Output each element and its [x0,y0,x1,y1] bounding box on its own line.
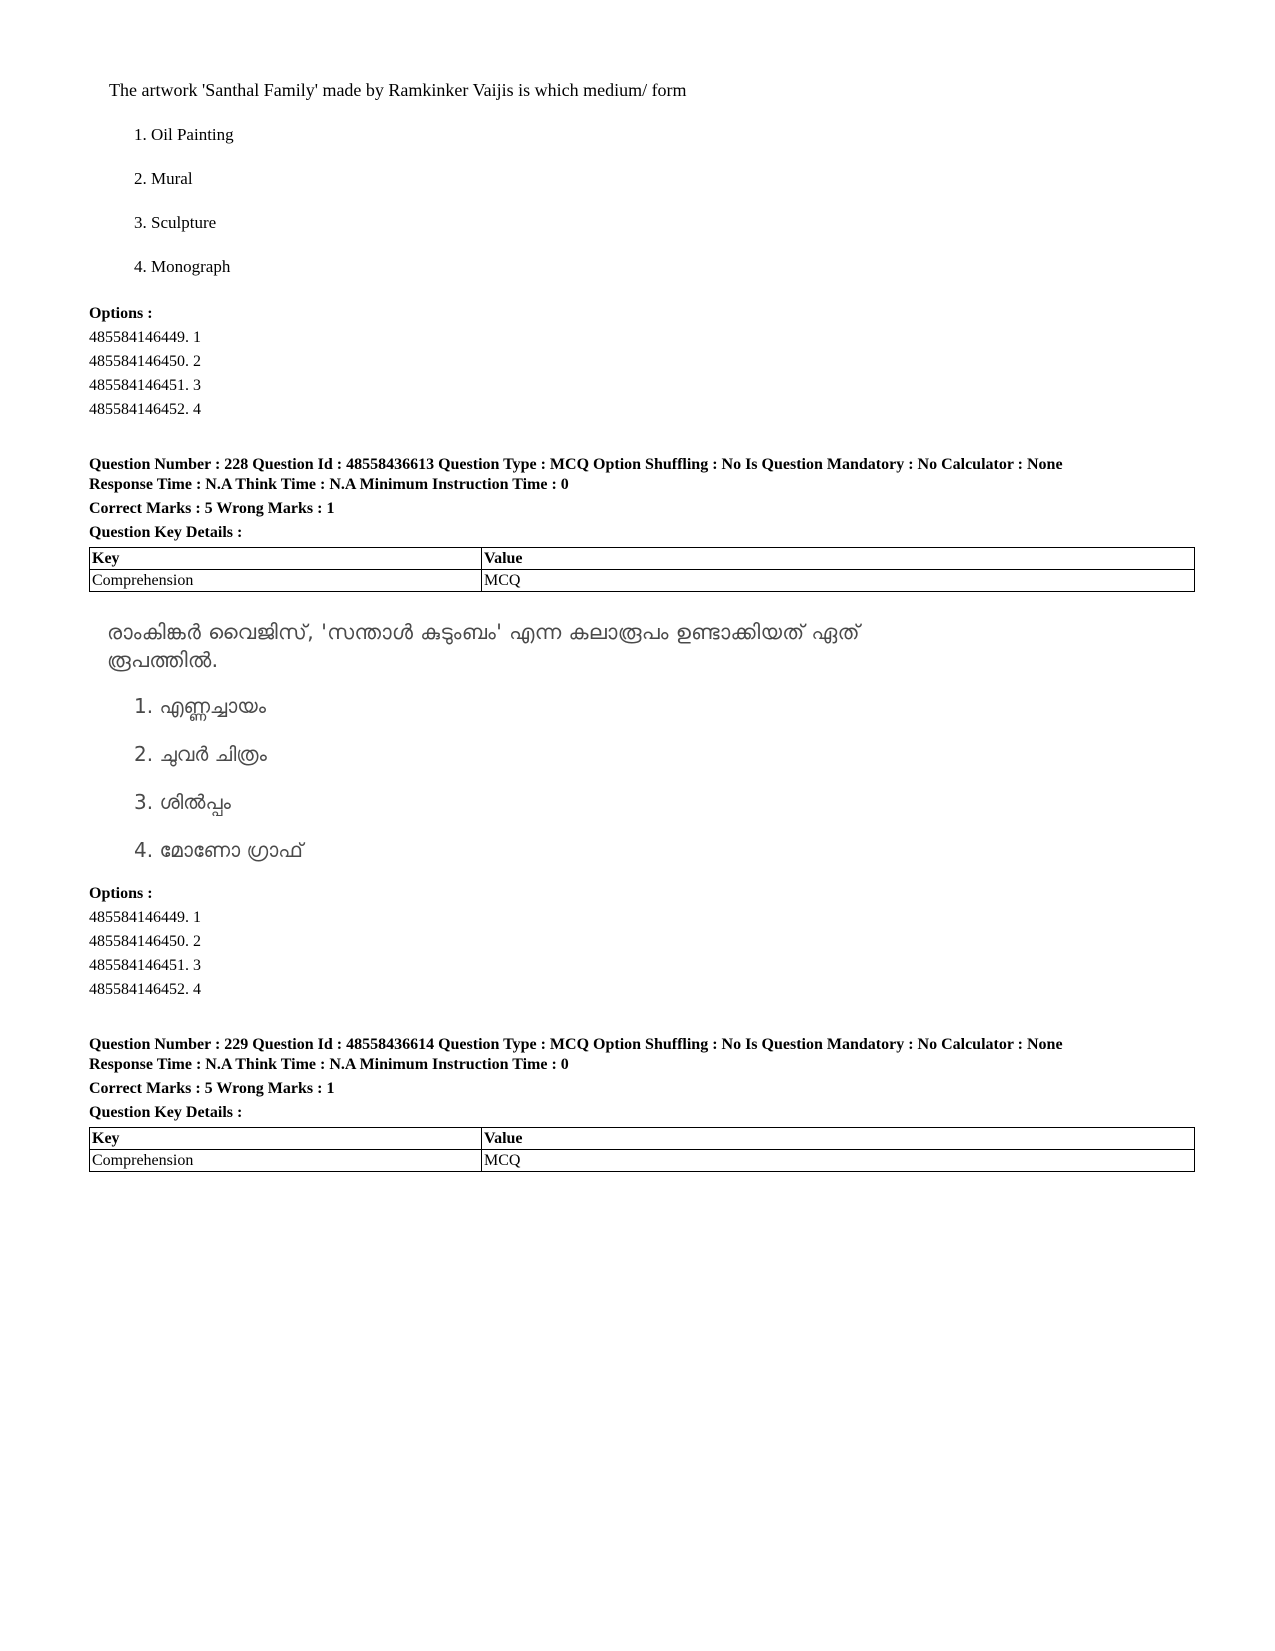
option-id-3: 485584146451. 3 [89,957,201,974]
question-meta-line-1: Question Number : 228 Question Id : 48558436613 Question Type : MCQ Option Shuffling : No Is Question Mandatory : No Calculator : None [89,456,1063,473]
question-marks: Correct Marks : 5 Wrong Marks : 1 [89,500,335,517]
question-marks: Correct Marks : 5 Wrong Marks : 1 [89,1080,335,1097]
table-header-value: Value [482,1128,1195,1150]
question-meta-line-2: Response Time : N.A Think Time : N.A Minimum Instruction Time : 0 [89,1056,569,1073]
question-image-option-2: 2. ചുവർ ചിത്രം [134,742,267,766]
options-label: Options : [89,885,153,902]
option-id-2: 485584146450. 2 [89,933,201,950]
question-key-table [89,1127,1195,1172]
question-image-text-line-2: രൂപത്തിൽ. [107,648,219,672]
options-label: Options : [89,305,153,322]
question-image-option-1: 1. എണ്ണച്ചായം [134,694,267,718]
question-image-option-4: 4. മോണോ ഗ്രാഫ് [134,838,303,862]
question-meta-line-2: Response Time : N.A Think Time : N.A Minimum Instruction Time : 0 [89,476,569,493]
question-image-option-1: 1. Oil Painting [134,125,234,144]
option-id-1: 485584146449. 1 [89,329,201,346]
table-row [90,570,1195,592]
question-meta-line-1: Question Number : 229 Question Id : 48558436614 Question Type : MCQ Option Shuffling : No Is Question Mandatory : No Calculator : None [89,1036,1063,1053]
question-image-option-3: 3. ശിൽപ്പം [134,790,231,814]
table-cell-key: Comprehension [90,1150,482,1172]
table-header-key: Key [90,548,482,570]
table-cell-key: Comprehension [90,570,482,592]
table-header-row [90,1128,1195,1150]
table-header-value: Value [482,548,1195,570]
question-key-table [89,547,1195,592]
table-row [90,1150,1195,1172]
question-image-text: The artwork 'Santhal Family' made by Ramkinker Vaijis is which medium/ form [109,80,687,100]
table-cell-value: MCQ [482,570,1195,592]
question-image-option-2: 2. Mural [134,169,193,188]
option-id-2: 485584146450. 2 [89,353,201,370]
question-key-details-label: Question Key Details : [89,524,243,541]
table-header-row [90,548,1195,570]
option-id-4: 485584146452. 4 [89,401,201,418]
option-id-3: 485584146451. 3 [89,377,201,394]
question-image-option-3: 3. Sculpture [134,213,217,232]
question-image-text-line-1: രാംകിങ്കർ വൈജിസ്, 'സന്താൾ കുടുംബം' എന്ന കലാരൂപം ഉണ്ടാക്കിയത് ഏത് [107,620,860,644]
option-id-4: 485584146452. 4 [89,981,201,998]
option-id-1: 485584146449. 1 [89,909,201,926]
table-cell-value: MCQ [482,1150,1195,1172]
question-key-details-label: Question Key Details : [89,1104,243,1121]
question-image-option-4: 4. Monograph [134,257,231,276]
table-header-key: Key [90,1128,482,1150]
